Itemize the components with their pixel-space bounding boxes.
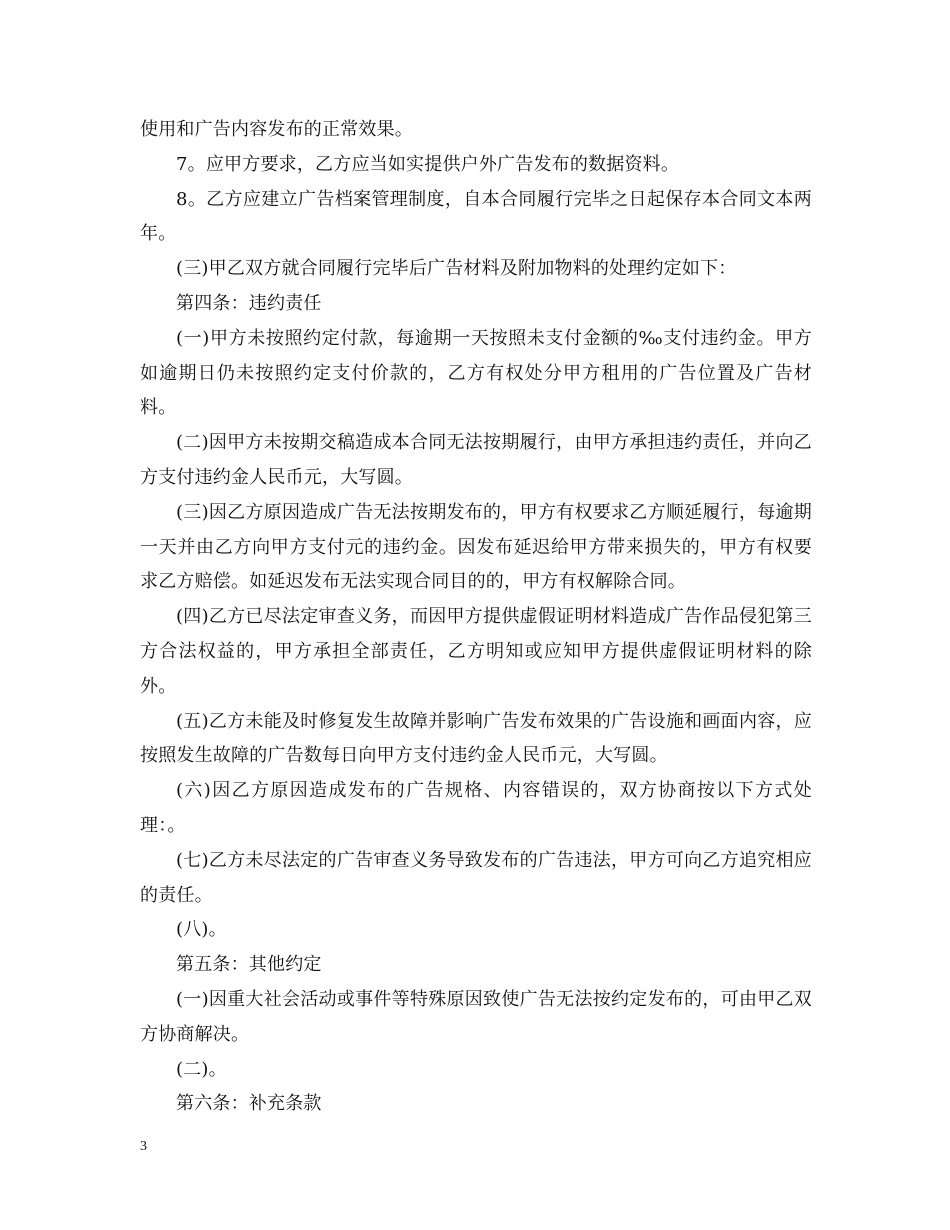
paragraph: (四)乙方已尽法定审查义务，而因甲方提供虚假证明材料造成广告作品侵犯第三方合法权益的，甲方承担全部责任，乙方明知或应知甲方提供虚假证明材料的除外。	[140, 606, 812, 697]
paragraph: (一)甲方未按照约定付款，每逾期一天按照未支付金额的‰支付违约金。甲方如逾期日仍未按照约定支付价款的，乙方有权处分甲方租用的广告位置及广告材料。	[140, 327, 812, 419]
paragraph: (六)因乙方原因造成发布的广告规格、内容错误的，双方协商按以下方式处理：。	[140, 780, 812, 836]
page-number: 3	[140, 1139, 147, 1154]
paragraph: (一)因重大社会活动或事件等特殊原因致使广告无法按约定发布的，可由甲乙双方协商解决。	[140, 988, 812, 1045]
paragraph: (八)。	[176, 919, 227, 941]
paragraph: (五)乙方未能及时修复发生故障并影响广告发布效果的广告设施和画面内容，应按照发生故障的广告数每日向甲方支付违约金人民币元，大写圆。	[140, 710, 812, 767]
paragraph: (三)甲乙双方就合同履行完毕后广告材料及附加物料的处理约定如下：	[176, 258, 737, 280]
document-body	[140, 113, 812, 1122]
section-heading: 第四条：违约责任	[176, 292, 322, 314]
section-heading: 第六条：补充条款	[176, 1093, 322, 1115]
paragraph: (七)乙方未尽法定的广告审查义务导致发布的广告违法，甲方可向乙方追究相应的责任。	[140, 849, 812, 906]
paragraph: (二)。	[176, 1058, 227, 1080]
paragraph: 8。乙方应建立广告档案管理制度，自本合同履行完毕之日起保存本合同文本两年。	[140, 188, 812, 245]
paragraph: (三)因乙方原因造成广告无法按期发布的，甲方有权要求乙方顺延履行，每逾期一天并由乙方向甲方支付元的违约金。因发布延迟给甲方带来损失的，甲方有权要求乙方赔偿。如延迟发布无法实现合同目的的，甲方有权解除合同。	[140, 501, 812, 593]
paragraph: (二)因甲方未按期交稿造成本合同无法按期履行，由甲方承担违约责任，并向乙方支付违约金人民币元，大写圆。	[140, 432, 812, 488]
paragraph: 7。应甲方要求，乙方应当如实提供户外广告发布的数据资料。	[176, 153, 680, 175]
section-heading: 第五条：其他约定	[176, 954, 322, 976]
paragraph: 使用和广告内容发布的正常效果。	[140, 119, 413, 140]
